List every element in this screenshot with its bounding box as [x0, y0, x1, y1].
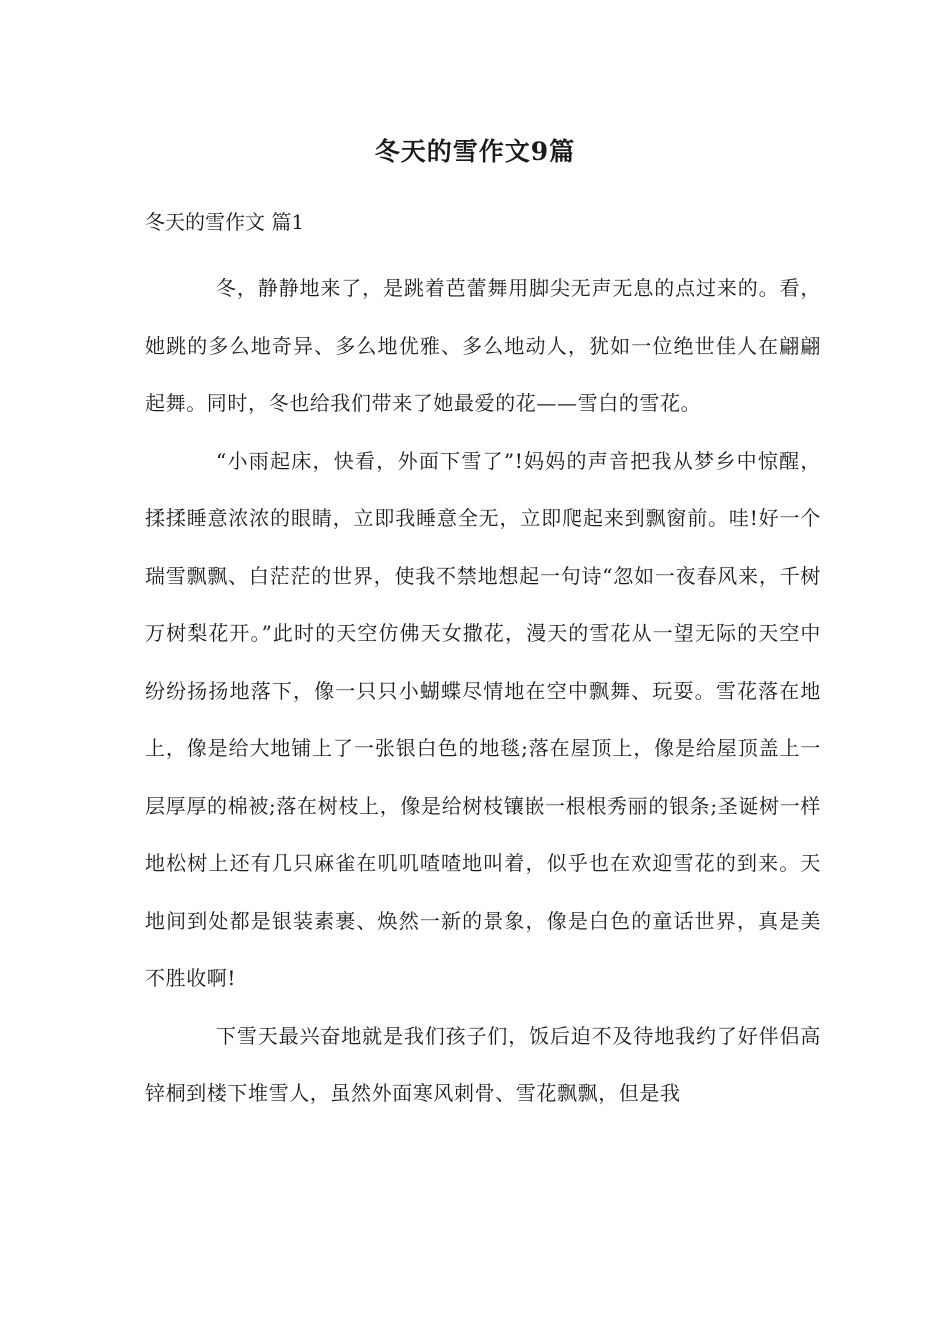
section-heading: 冬天的雪作文 篇1: [145, 210, 305, 234]
document-body: [145, 260, 821, 1123]
document-title: 冬天的雪作文9篇: [374, 137, 576, 166]
paragraph: 下雪天最兴奋地就是我们孩子们，饭后迫不及待地我约了好伴侣高锌桐到楼下堆雪人，虽然外面寒风刺骨、雪花飘飘，但是我: [145, 1023, 821, 1105]
paragraph: 冬，静静地来了，是跳着芭蕾舞用脚尖无声无息的点过来的。看，她跳的多么地奇异、多么地优雅、多么地动人，犹如一位绝世佳人在翩翩起舞。同时，冬也给我们带来了她最爱的花——雪白的雪花。: [145, 276, 821, 415]
paragraph: “小雨起床，快看，外面下雪了”!妈妈的声音把我从梦乡中惊醒，揉揉睡意浓浓的眼睛，立即我睡意全无，立即爬起来到飘窗前。哇!好一个瑞雪飘飘、白茫茫的世界，使我不禁地想起一句诗“忽如一夜春风来，千树万树梨花开。”此时的天空仿佛天女撒花，漫天的雪花从一望无际的天空中纷纷扬扬地落下，像一只只小蝴蝶尽情地在空中飘舞、玩耍。雪花落在地上，像是给大地铺上了一张银白色的地毯;落在屋顶上，像是给屋顶盖上一层厚厚的棉被;落在树枝上，像是给树枝镶嵌一根根秀丽的银条;圣诞树一样地松树上还有几只麻雀在叽叽喳喳地叫着，似乎也在欢迎雪花的到来。天地间到处都是银装素裹、焕然一新的景象，像是白色的童话世界，真是美不胜收啊!: [145, 448, 821, 990]
